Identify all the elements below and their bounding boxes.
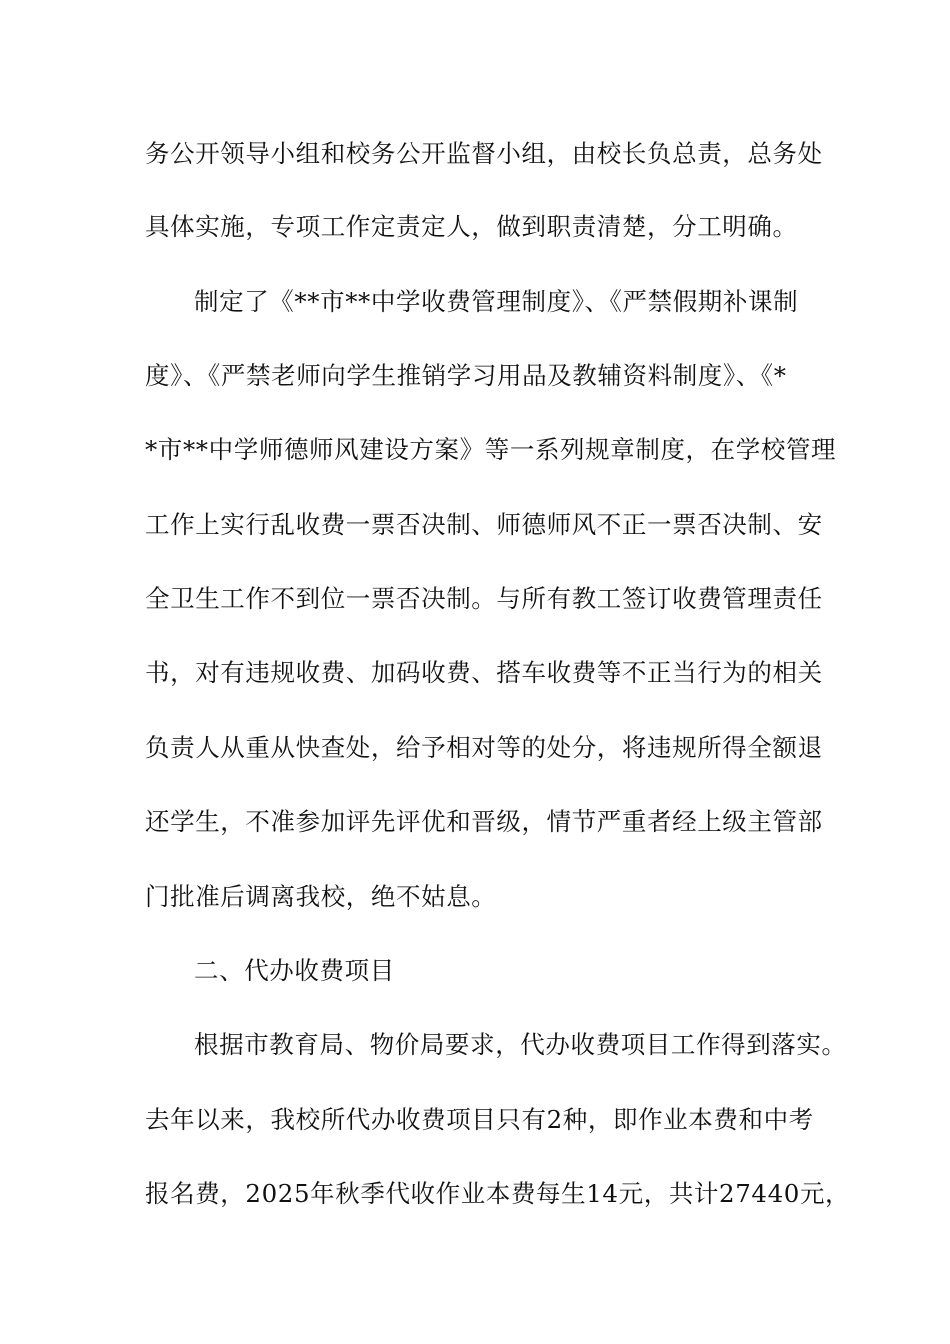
text-line: 全卫生工作不到位一票否决制。与所有教工签订收费管理责任 [145, 584, 823, 613]
text-line: 务公开领导小组和校务公开监督小组，由校长负总责，总务处 [145, 139, 823, 168]
text-line: *市**中学师德师风建设方案》等一系列规章制度，在学校管理 [145, 435, 837, 464]
text-line: 报名费，2025年秋季代收作业本费每生14元，共计27440元， [145, 1179, 851, 1208]
text-line: 工作上实行乱收费一票否决制、师德师风不正一票否决制、安 [145, 510, 823, 539]
text-line: 还学生，不准参加评先评优和晋级，情节严重者经上级主管部 [145, 807, 823, 836]
text-line: 负责人从重从快查处，给予相对等的处分，将违规所得全额退 [145, 733, 823, 762]
paragraph-start-line: 制定了《**市**中学收费管理制度》、《严禁假期补课制 [194, 287, 799, 316]
paragraph-start-line: 根据市教育局、物价局要求，代办收费项目工作得到落实。 [194, 1030, 847, 1059]
text-line: 书，对有违规收费、加码收费、搭车收费等不正当行为的相关 [145, 658, 823, 687]
text-line: 门批准后调离我校，绝不姑息。 [145, 882, 497, 911]
section-heading: 二、代办收费项目 [194, 956, 395, 985]
text-line: 度》、《严禁老师向学生推销学习用品及教辅资料制度》、《* [145, 361, 787, 390]
text-line: 具体实施，专项工作定责定人，做到职责清楚，分工明确。 [145, 212, 798, 241]
text-line: 去年以来，我校所代办收费项目只有2种，即作业本费和中考 [145, 1105, 814, 1134]
